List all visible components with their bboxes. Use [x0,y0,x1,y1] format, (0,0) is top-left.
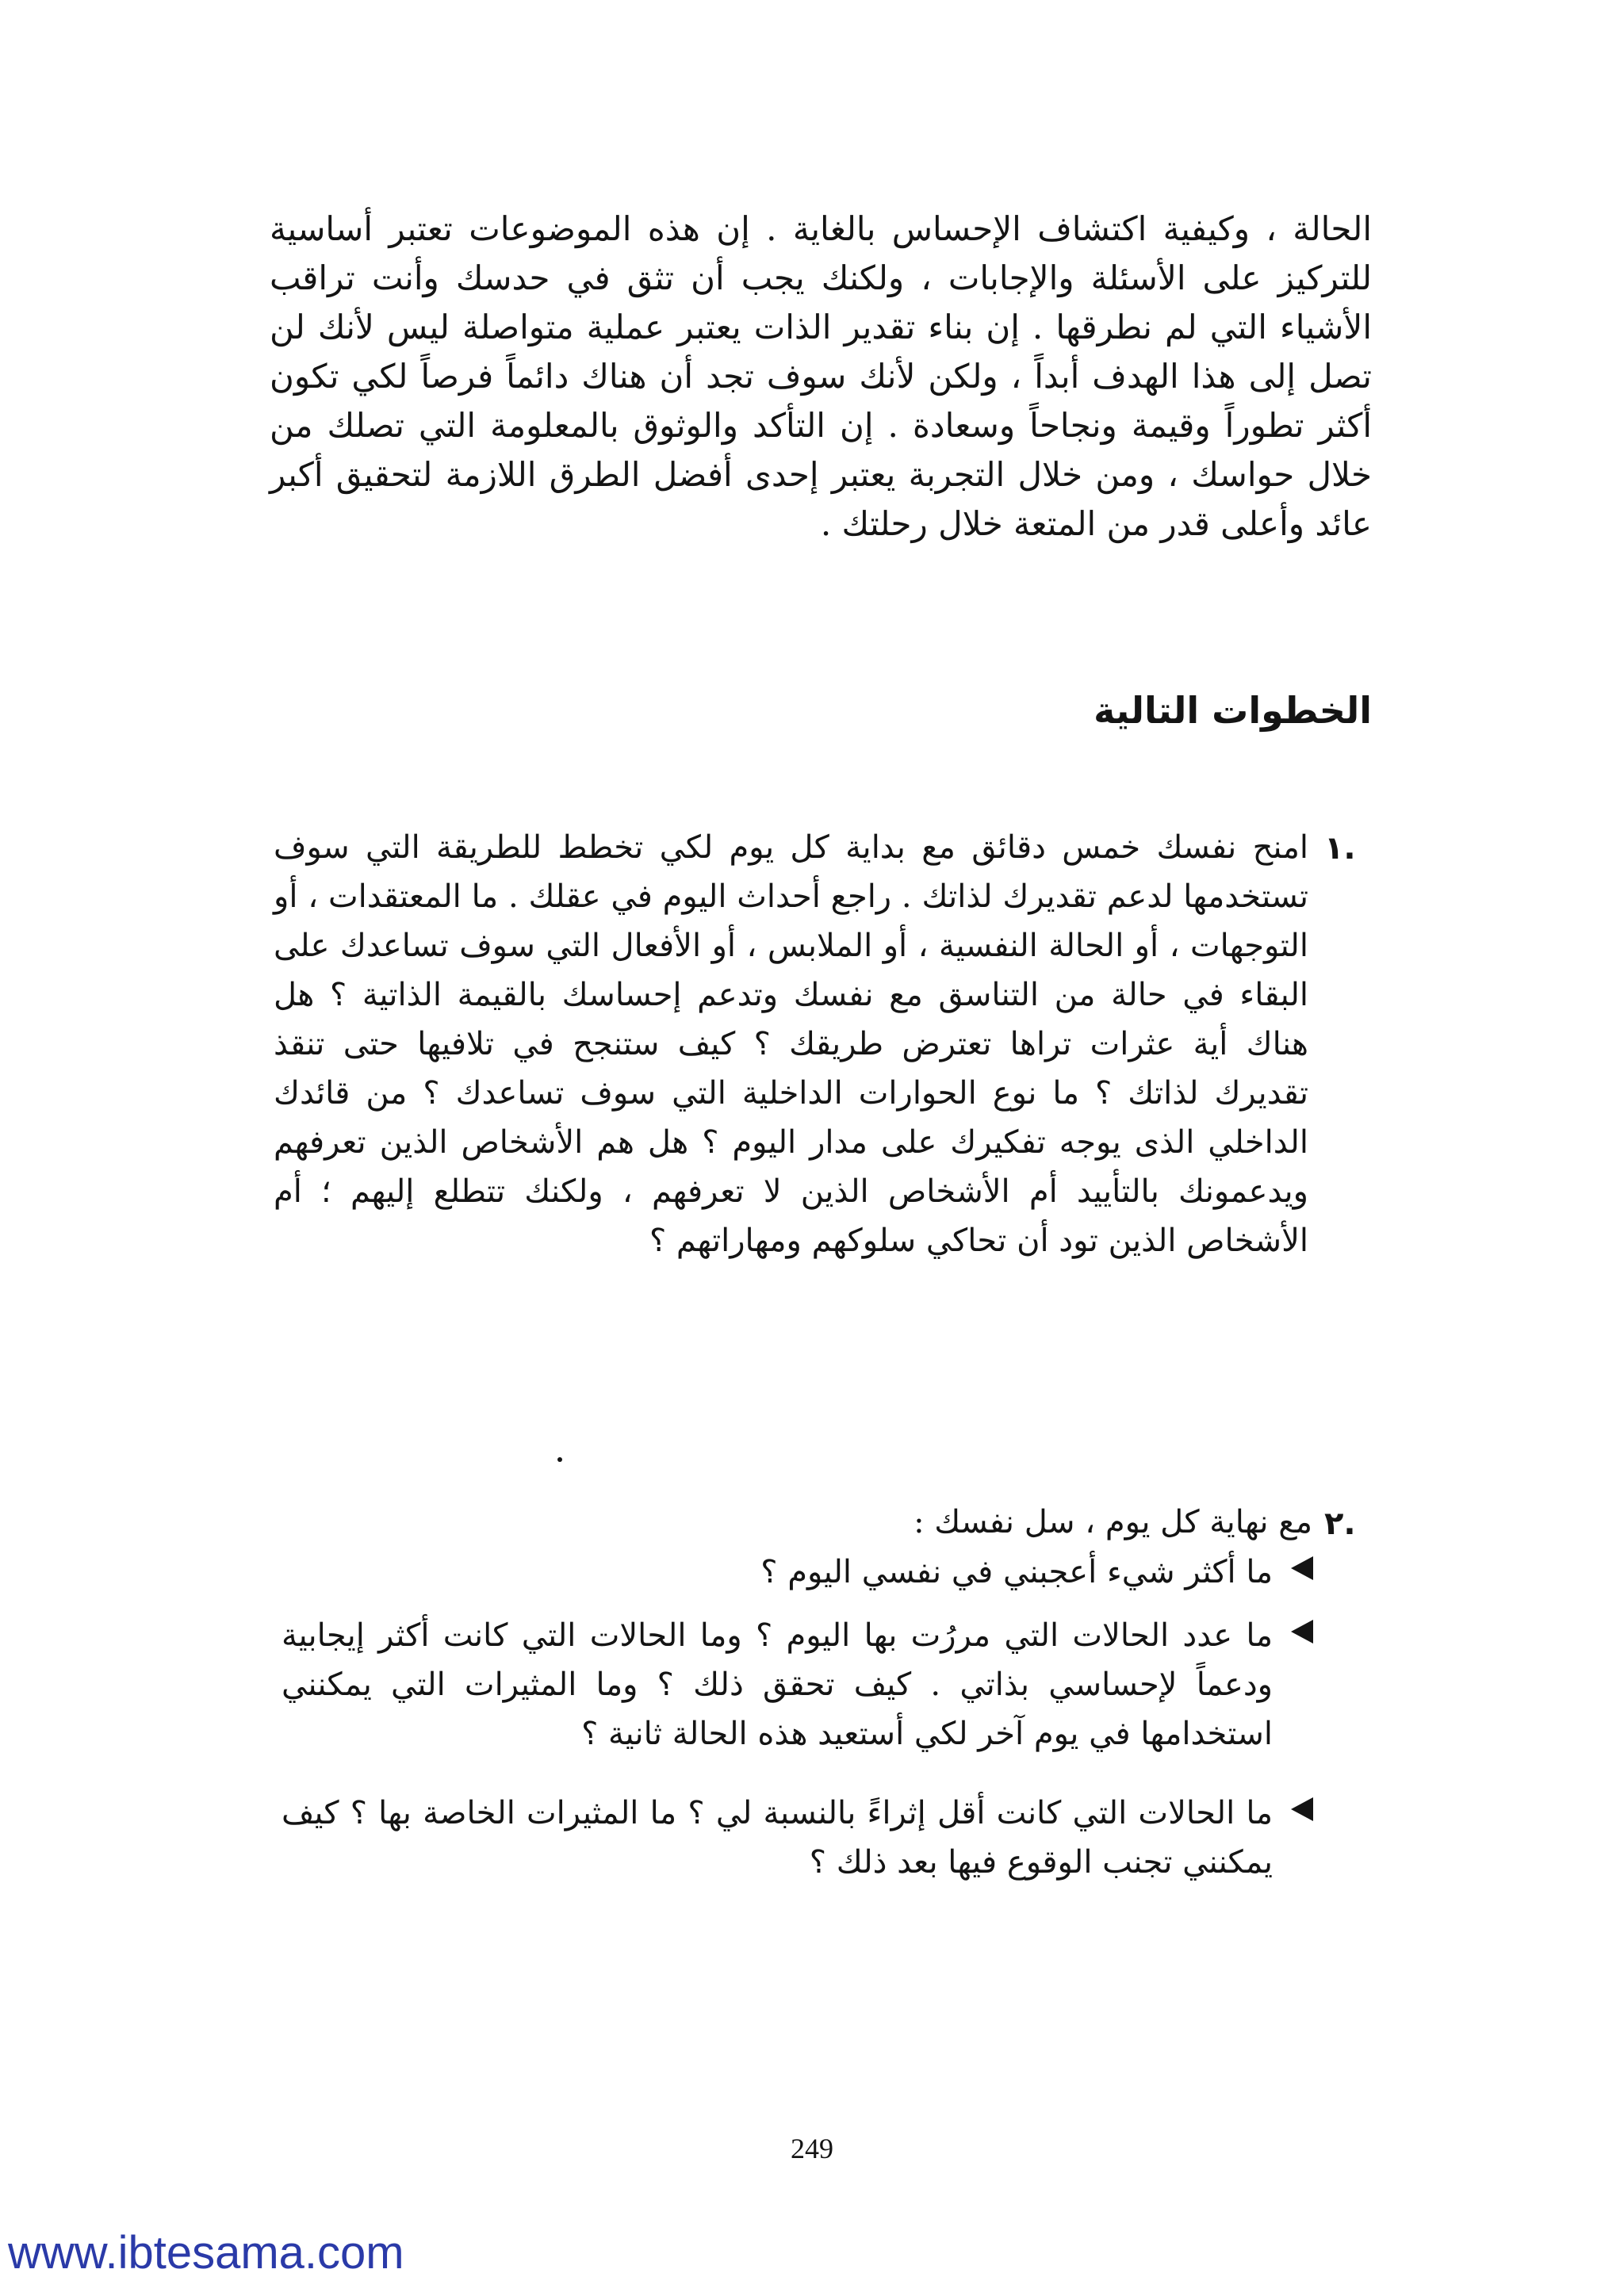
left-pointing-triangle-icon [1289,1795,1315,1823]
watermark-url: www.ibtesama.com [8,2227,404,2279]
bullet-item: ما الحالات التي كانت أقل إثراءً بالنسبة لي ؟ ما المثيرات الخاصة بها ؟ كيف يمكنني تجنب الوقوع فيها بعد ذلك ؟ [282,1795,1273,1881]
left-pointing-triangle-icon [1289,1617,1315,1646]
step-2-text: مع نهاية كل يوم ، سل نفسك : [914,1504,1312,1540]
section-heading: الخطوات التالية [1094,689,1372,732]
bullet-item: ما أكثر شيء أعجبني في نفسي اليوم ؟ [760,1554,1273,1590]
step-1-number: .١ [1324,830,1356,867]
intro-paragraph: الحالة ، وكيفية اكتشاف الإحساس بالغاية . إن هذه الموضوعات تعتبر أساسية للتركيز على الأسئلة والإجابات ، ولكنك يجب أن تثق في حدسك وأنت تراقب الأشياء التي لم نطرقها . إن بناء تقدير الذات يعتبر عملية متواصلة ليس لأنك لن تصل إلى هذا الهدف أبداً ، ولكن لأنك سوف تجد أن هناك دائماً فرصاً لكي تكون أكثر تطوراً وقيمة ونجاحاً وسعادة . إن التأكد والوثوق بالمعلومة التي تصلك من خلال حواسك ، ومن خلال التجربة يعتبر إحدى أفضل الطرق اللازمة لتحقيق أكبر عائد وأعلى قدر من المتعة خلال رحلتك . [270,209,1372,543]
step-1-text: امنح نفسك خمس دقائق مع بداية كل يوم لكي تخطط للطريقة التي سوف تستخدمها لدعم تقديرك لذاتك . راجع أحداث اليوم في عقلك . ما المعتقدات ، أو التوجهات ، أو الحالة النفسية ، أو الملابس ، أو الأفعال التي سوف تساعدك على البقاء في حالة من التناسق مع نفسك وتدعم إحساسك بالقيمة الذاتية ؟ هل هناك أية عثرات تراها تعترض طريقك ؟ كيف ستنجح في تلافيها حتى تنقذ تقديرك لذاتك ؟ ما نوع الحوارات الداخلية التي سوف تساعدك ؟ من قائدك الداخلي الذى يوجه تفكيرك على مدار اليوم ؟ هل هم الأشخاص الذين تعرفهم ويدعمونك بالتأييد أم الأشخاص الذين لا تعرفهم ، ولكنك تتطلع إليهم ؛ أم الأشخاص الذين تود أن تحاكي سلوكهم ومهاراتهم ؟ [274,829,1308,1259]
step-2-number: .٢ [1324,1506,1356,1542]
bullet-item: ما عدد الحالات التي مررُت بها اليوم ؟ وما الحالات التي كانت أكثر إيجابية ودعماً لإحساسي بذاتي . كيف تحقق ذلك ؟ وما المثيرات التي يمكنني استخدامها في يوم آخر لكي أستعيد هذه الحالة ثانية ؟ [282,1617,1273,1752]
page-number: 249 [791,2133,833,2164]
left-pointing-triangle-icon [1289,1554,1315,1582]
stray-dot [557,1457,562,1462]
